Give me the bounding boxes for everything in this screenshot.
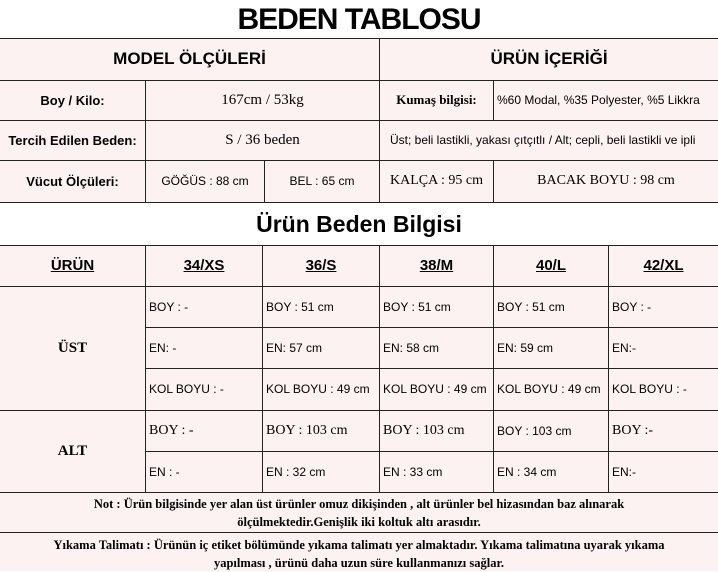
- top-width-40-l: EN: 59 cm: [497, 340, 554, 355]
- bottom-width-38-m: EN : 33 cm: [383, 464, 443, 479]
- header-size-42-xl: 42/XL: [643, 257, 684, 274]
- leg-length-measurement: BACAK BOYU : 98 cm: [537, 173, 675, 188]
- waist-measurement: BEL : 65 cm: [289, 174, 355, 188]
- top-length-34-xs: BOY : -: [149, 299, 189, 314]
- table-grid-line: [0, 532, 718, 533]
- hip-measurement: KALÇA : 95 cm: [390, 173, 483, 188]
- header-size-38-m: 38/M: [419, 257, 454, 274]
- bottom-length-34-xs: BOY : -: [149, 422, 194, 438]
- table-grid-line: [0, 492, 718, 493]
- preferred-size-label: Tercih Edilen Beden:: [8, 132, 137, 148]
- header-product: ÜRÜN: [50, 257, 95, 274]
- washing-instruction-line-2: yapılması , ürünü daha uzun süre kullanmanızı sağlar.: [213, 556, 505, 570]
- top-sleeve-40-l: KOL BOYU : 49 cm: [497, 382, 601, 396]
- bottom-garment-label: ALT: [57, 442, 88, 459]
- bottom-length-40-l: BOY : 103 cm: [497, 423, 572, 438]
- top-sleeve-34-xs: KOL BOYU : -: [149, 382, 224, 396]
- top-length-40-l: BOY : 51 cm: [497, 299, 565, 314]
- page-title: BEDEN TABLOSU: [0, 0, 718, 38]
- size-table-title: Ürün Beden Bilgisi: [0, 203, 718, 245]
- measurement-note-line-2: ölçülmektedir.Genişlik iki koltuk altı arasıdır.: [237, 515, 481, 529]
- bottom-width-42-xl: EN:-: [612, 464, 636, 479]
- product-description: Üst; beli lastikli, yakası çıtçıtlı / Alt; cepli, beli lastikli ve ipli: [390, 133, 696, 147]
- top-width-38-m: EN: 58 cm: [383, 340, 440, 355]
- preferred-size-value: S / 36 beden: [225, 131, 300, 148]
- model-section-heading: MODEL ÖLÇÜLERİ: [113, 49, 266, 68]
- body-measurements-label: Vücut Ölçüleri:: [26, 173, 119, 189]
- measurement-note-line-1: Not : Ürün bilgisinde yer alan üst ürünler omuz dikişinden , alt ürünler bel hizasından baz alınarak: [93, 497, 625, 511]
- fabric-label: Kumaş bilgisi:: [396, 92, 477, 107]
- content-section-heading: ÜRÜN İÇERİĞİ: [490, 49, 608, 68]
- top-sleeve-38-m: KOL BOYU : 49 cm: [383, 382, 487, 396]
- top-width-42-xl: EN:-: [612, 340, 636, 355]
- fabric-value: %60 Modal, %35 Polyester, %5 Likkra: [497, 93, 700, 107]
- top-length-38-m: BOY : 51 cm: [383, 299, 451, 314]
- header-size-34-xs: 34/XS: [183, 257, 225, 274]
- bottom-length-42-xl: BOY :-: [612, 422, 654, 438]
- chest-measurement: GÖĞÜS : 88 cm: [161, 174, 249, 188]
- bottom-width-36-s: EN : 32 cm: [266, 464, 326, 479]
- size-chart-sheet: [0, 38, 718, 571]
- boy-kilo-label: Boy / Kilo:: [40, 92, 105, 108]
- header-size-36-s: 36/S: [305, 257, 337, 274]
- top-length-36-s: BOY : 51 cm: [266, 299, 334, 314]
- bottom-width-34-xs: EN : -: [149, 464, 180, 479]
- top-sleeve-42-xl: KOL BOYU : -: [612, 382, 687, 396]
- header-size-40-l: 40/L: [535, 257, 566, 274]
- top-width-36-s: EN: 57 cm: [266, 340, 323, 355]
- top-garment-label: ÜST: [57, 339, 88, 356]
- bottom-length-36-s: BOY : 103 cm: [266, 422, 348, 438]
- top-width-34-xs: EN: -: [149, 340, 177, 355]
- bottom-length-38-m: BOY : 103 cm: [383, 422, 465, 438]
- top-length-42-xl: BOY : -: [612, 299, 652, 314]
- boy-kilo-value: 167cm / 53kg: [221, 91, 304, 108]
- bottom-width-40-l: EN : 34 cm: [497, 464, 557, 479]
- washing-instruction-line-1: Yıkama Talimatı : Ürünün iç etiket bölümünde yıkama talimatı yer almaktadır. Yıkama talimatına uyarak yıkama: [53, 538, 665, 552]
- top-sleeve-36-s: KOL BOYU : 49 cm: [266, 382, 370, 396]
